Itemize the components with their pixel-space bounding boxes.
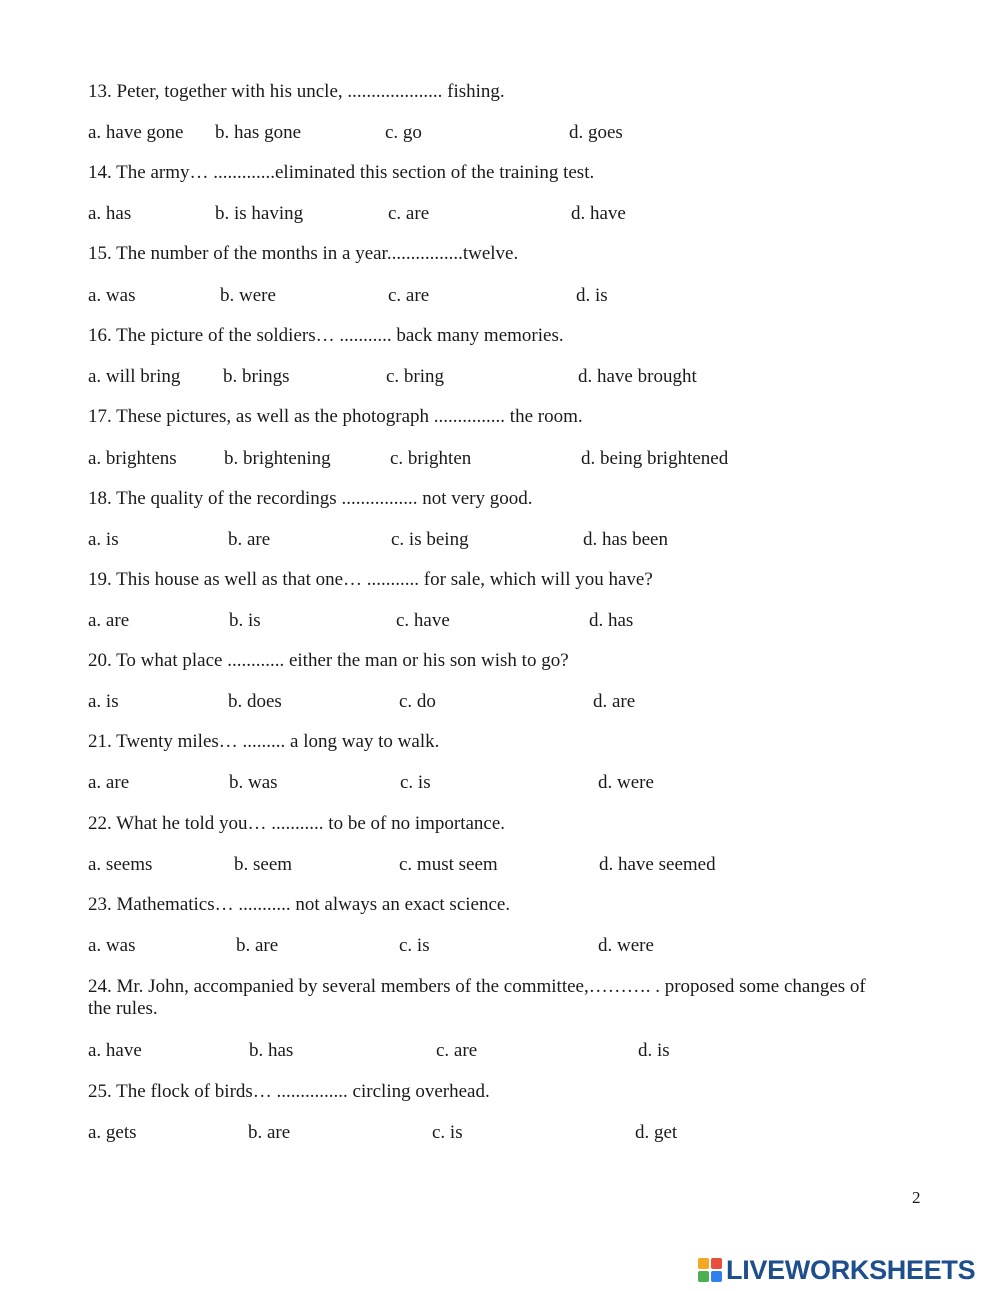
question-15: 15. The number of the months in a year................twelve. (88, 243, 519, 264)
option-a[interactable]: a. will bring (88, 366, 181, 387)
option-d[interactable]: d. has been (583, 529, 668, 550)
option-a[interactable]: a. was (88, 285, 136, 306)
option-d[interactable]: d. is (638, 1040, 670, 1061)
question-20: 20. To what place ............ either the man or his son wish to go? (88, 650, 569, 671)
option-b[interactable]: b. seem (234, 854, 293, 875)
option-d[interactable]: d. have seemed (599, 854, 716, 875)
page-number: 2 (912, 1188, 921, 1207)
logo-block (698, 1258, 709, 1269)
option-d[interactable]: d. are (593, 691, 636, 712)
option-a[interactable]: a. is (88, 691, 119, 712)
question-22: 22. What he told you… ........... to be of no importance. (88, 813, 506, 834)
option-c[interactable]: c. are (388, 285, 430, 306)
option-c[interactable]: c. is (432, 1122, 463, 1143)
option-a[interactable]: a. have gone (88, 122, 184, 143)
option-d[interactable]: d. have (571, 203, 626, 224)
logo-block (711, 1271, 722, 1282)
option-c[interactable]: c. is (399, 935, 430, 956)
question-23: 23. Mathematics… ........... not always an exact science. (88, 894, 511, 915)
option-b[interactable]: b. does (228, 691, 282, 712)
option-b[interactable]: b. are (228, 529, 271, 550)
question-13: 13. Peter, together with his uncle, .................... fishing. (88, 81, 505, 102)
option-b[interactable]: b. are (248, 1122, 291, 1143)
option-d[interactable]: d. have brought (578, 366, 697, 387)
option-c[interactable]: c. go (385, 122, 422, 143)
logo-blocks-icon (698, 1258, 722, 1282)
option-a[interactable]: a. has (88, 203, 132, 224)
option-c[interactable]: c. are (436, 1040, 478, 1061)
brand-name: LIVEWORKSHEETS (726, 1254, 976, 1285)
option-d[interactable]: d. being brightened (581, 448, 729, 469)
option-c[interactable]: c. are (388, 203, 430, 224)
option-a[interactable]: a. seems (88, 854, 153, 875)
option-a[interactable]: a. have (88, 1040, 142, 1061)
option-b[interactable]: b. brings (223, 366, 290, 387)
option-c[interactable]: c. have (396, 610, 450, 631)
question-17: 17. These pictures, as well as the photograph ............... the room. (88, 406, 583, 427)
option-a[interactable]: a. gets (88, 1122, 137, 1143)
option-a[interactable]: a. are (88, 772, 130, 793)
option-b[interactable]: b. brightening (224, 448, 331, 469)
liveworksheets-logo[interactable] (698, 1253, 975, 1287)
option-b[interactable]: b. are (236, 935, 279, 956)
option-c[interactable]: c. must seem (399, 854, 498, 875)
option-a[interactable]: a. is (88, 529, 119, 550)
question-25: 25. The flock of birds… ............... circling overhead. (88, 1081, 490, 1102)
option-b[interactable]: b. is having (215, 203, 304, 224)
option-c[interactable]: c. bring (386, 366, 445, 387)
option-d[interactable]: d. get (635, 1122, 678, 1143)
logo-block (711, 1258, 722, 1269)
option-b[interactable]: b. is (229, 610, 261, 631)
option-a[interactable]: a. was (88, 935, 136, 956)
option-b[interactable]: b. were (220, 285, 276, 306)
question-19: 19. This house as well as that one… ........... for sale, which will you have? (88, 569, 653, 590)
option-d[interactable]: d. is (576, 285, 608, 306)
question-24: 24. Mr. John, accompanied by several members of the committee,………. . proposed some changes of the rules. (88, 976, 866, 1019)
option-d[interactable]: d. goes (569, 122, 623, 143)
option-c[interactable]: c. do (399, 691, 436, 712)
option-c[interactable]: c. is (400, 772, 431, 793)
logo-block (698, 1271, 709, 1282)
question-21: 21. Twenty miles… ......... a long way to walk. (88, 731, 440, 752)
option-b[interactable]: b. has gone (215, 122, 302, 143)
question-14: 14. The army… .............eliminated this section of the training test. (88, 162, 595, 183)
option-a[interactable]: a. brightens (88, 448, 177, 469)
question-18: 18. The quality of the recordings ................ not very good. (88, 488, 533, 509)
option-d[interactable]: d. has (589, 610, 634, 631)
option-d[interactable]: d. were (598, 772, 654, 793)
question-16: 16. The picture of the soldiers… ........... back many memories. (88, 325, 564, 346)
option-c[interactable]: c. is being (391, 529, 469, 550)
option-a[interactable]: a. are (88, 610, 130, 631)
option-b[interactable]: b. has (249, 1040, 294, 1061)
option-c[interactable]: c. brighten (390, 448, 472, 469)
option-b[interactable]: b. was (229, 772, 278, 793)
option-d[interactable]: d. were (598, 935, 654, 956)
